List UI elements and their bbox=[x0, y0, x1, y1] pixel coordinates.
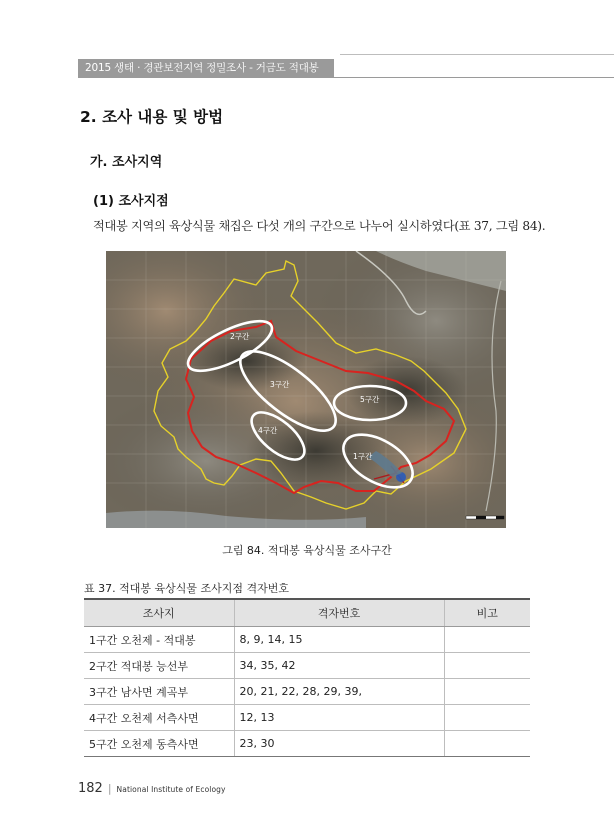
running-header-title: 2015 생태 · 경관보전지역 정밀조사 - 거금도 적대봉 bbox=[85, 62, 319, 74]
figure-caption: 그림 84. 적대봉 육상식물 조사구간 bbox=[222, 544, 392, 557]
grid-number-cell: 23, 30 bbox=[234, 731, 444, 757]
site-cell: 4구간 오천제 서측사면 bbox=[84, 705, 234, 731]
table-row bbox=[84, 731, 530, 757]
running-header bbox=[78, 59, 334, 78]
remarks-cell bbox=[444, 705, 530, 731]
table-header-row bbox=[84, 599, 530, 627]
site-cell: 5구간 오천제 동측사면 bbox=[84, 731, 234, 757]
table-caption: 표 37. 적대봉 육상식물 조사지점 격자번호 bbox=[84, 582, 289, 595]
site-cell: 3구간 남사면 계곡부 bbox=[84, 679, 234, 705]
grid-number-cell: 8, 9, 14, 15 bbox=[234, 627, 444, 653]
page-number: 182 bbox=[78, 781, 103, 796]
zone-label-5: 5구간 bbox=[360, 395, 380, 404]
col-header-site: 조사지 bbox=[84, 599, 234, 627]
header-rule bbox=[334, 77, 614, 78]
satellite-map bbox=[106, 251, 506, 528]
page-footer bbox=[78, 781, 226, 796]
satellite-map-figure bbox=[106, 251, 506, 528]
zone-label-3: 3구간 bbox=[270, 380, 290, 389]
section-heading: 2. 조사 내용 및 방법 bbox=[80, 108, 224, 126]
col-header-grid-number: 격자번호 bbox=[234, 599, 444, 627]
remarks-cell bbox=[444, 731, 530, 757]
remarks-cell bbox=[444, 679, 530, 705]
table-row bbox=[84, 679, 530, 705]
header-rule-top bbox=[340, 54, 614, 55]
site-cell: 1구간 오천제 - 적대봉 bbox=[84, 627, 234, 653]
grid-number-cell: 20, 21, 22, 28, 29, 39, bbox=[234, 679, 444, 705]
remarks-cell bbox=[444, 653, 530, 679]
grid-number-table bbox=[84, 598, 530, 757]
sub-subsection-heading: (1) 조사지점 bbox=[93, 194, 169, 209]
footer-separator: | bbox=[107, 782, 112, 795]
zone-label-1: 1구간 bbox=[353, 452, 373, 461]
zone-label-4: 4구간 bbox=[258, 426, 278, 435]
body-paragraph: 적대봉 지역의 육상식물 채집은 다섯 개의 구간으로 나누어 실시하였다(표 37, 그림 84). bbox=[93, 219, 546, 233]
grid-number-cell: 12, 13 bbox=[234, 705, 444, 731]
footer-institution: National Institute of Ecology bbox=[116, 785, 226, 794]
table-row bbox=[84, 653, 530, 679]
table-row bbox=[84, 627, 530, 653]
col-header-remarks: 비고 bbox=[444, 599, 530, 627]
subsection-heading: 가. 조사지역 bbox=[90, 155, 163, 170]
remarks-cell bbox=[444, 627, 530, 653]
table-row bbox=[84, 705, 530, 731]
grid-number-cell: 34, 35, 42 bbox=[234, 653, 444, 679]
scale-bar bbox=[466, 516, 504, 519]
zone-label-2: 2구간 bbox=[230, 332, 250, 341]
site-cell: 2구간 적대봉 능선부 bbox=[84, 653, 234, 679]
